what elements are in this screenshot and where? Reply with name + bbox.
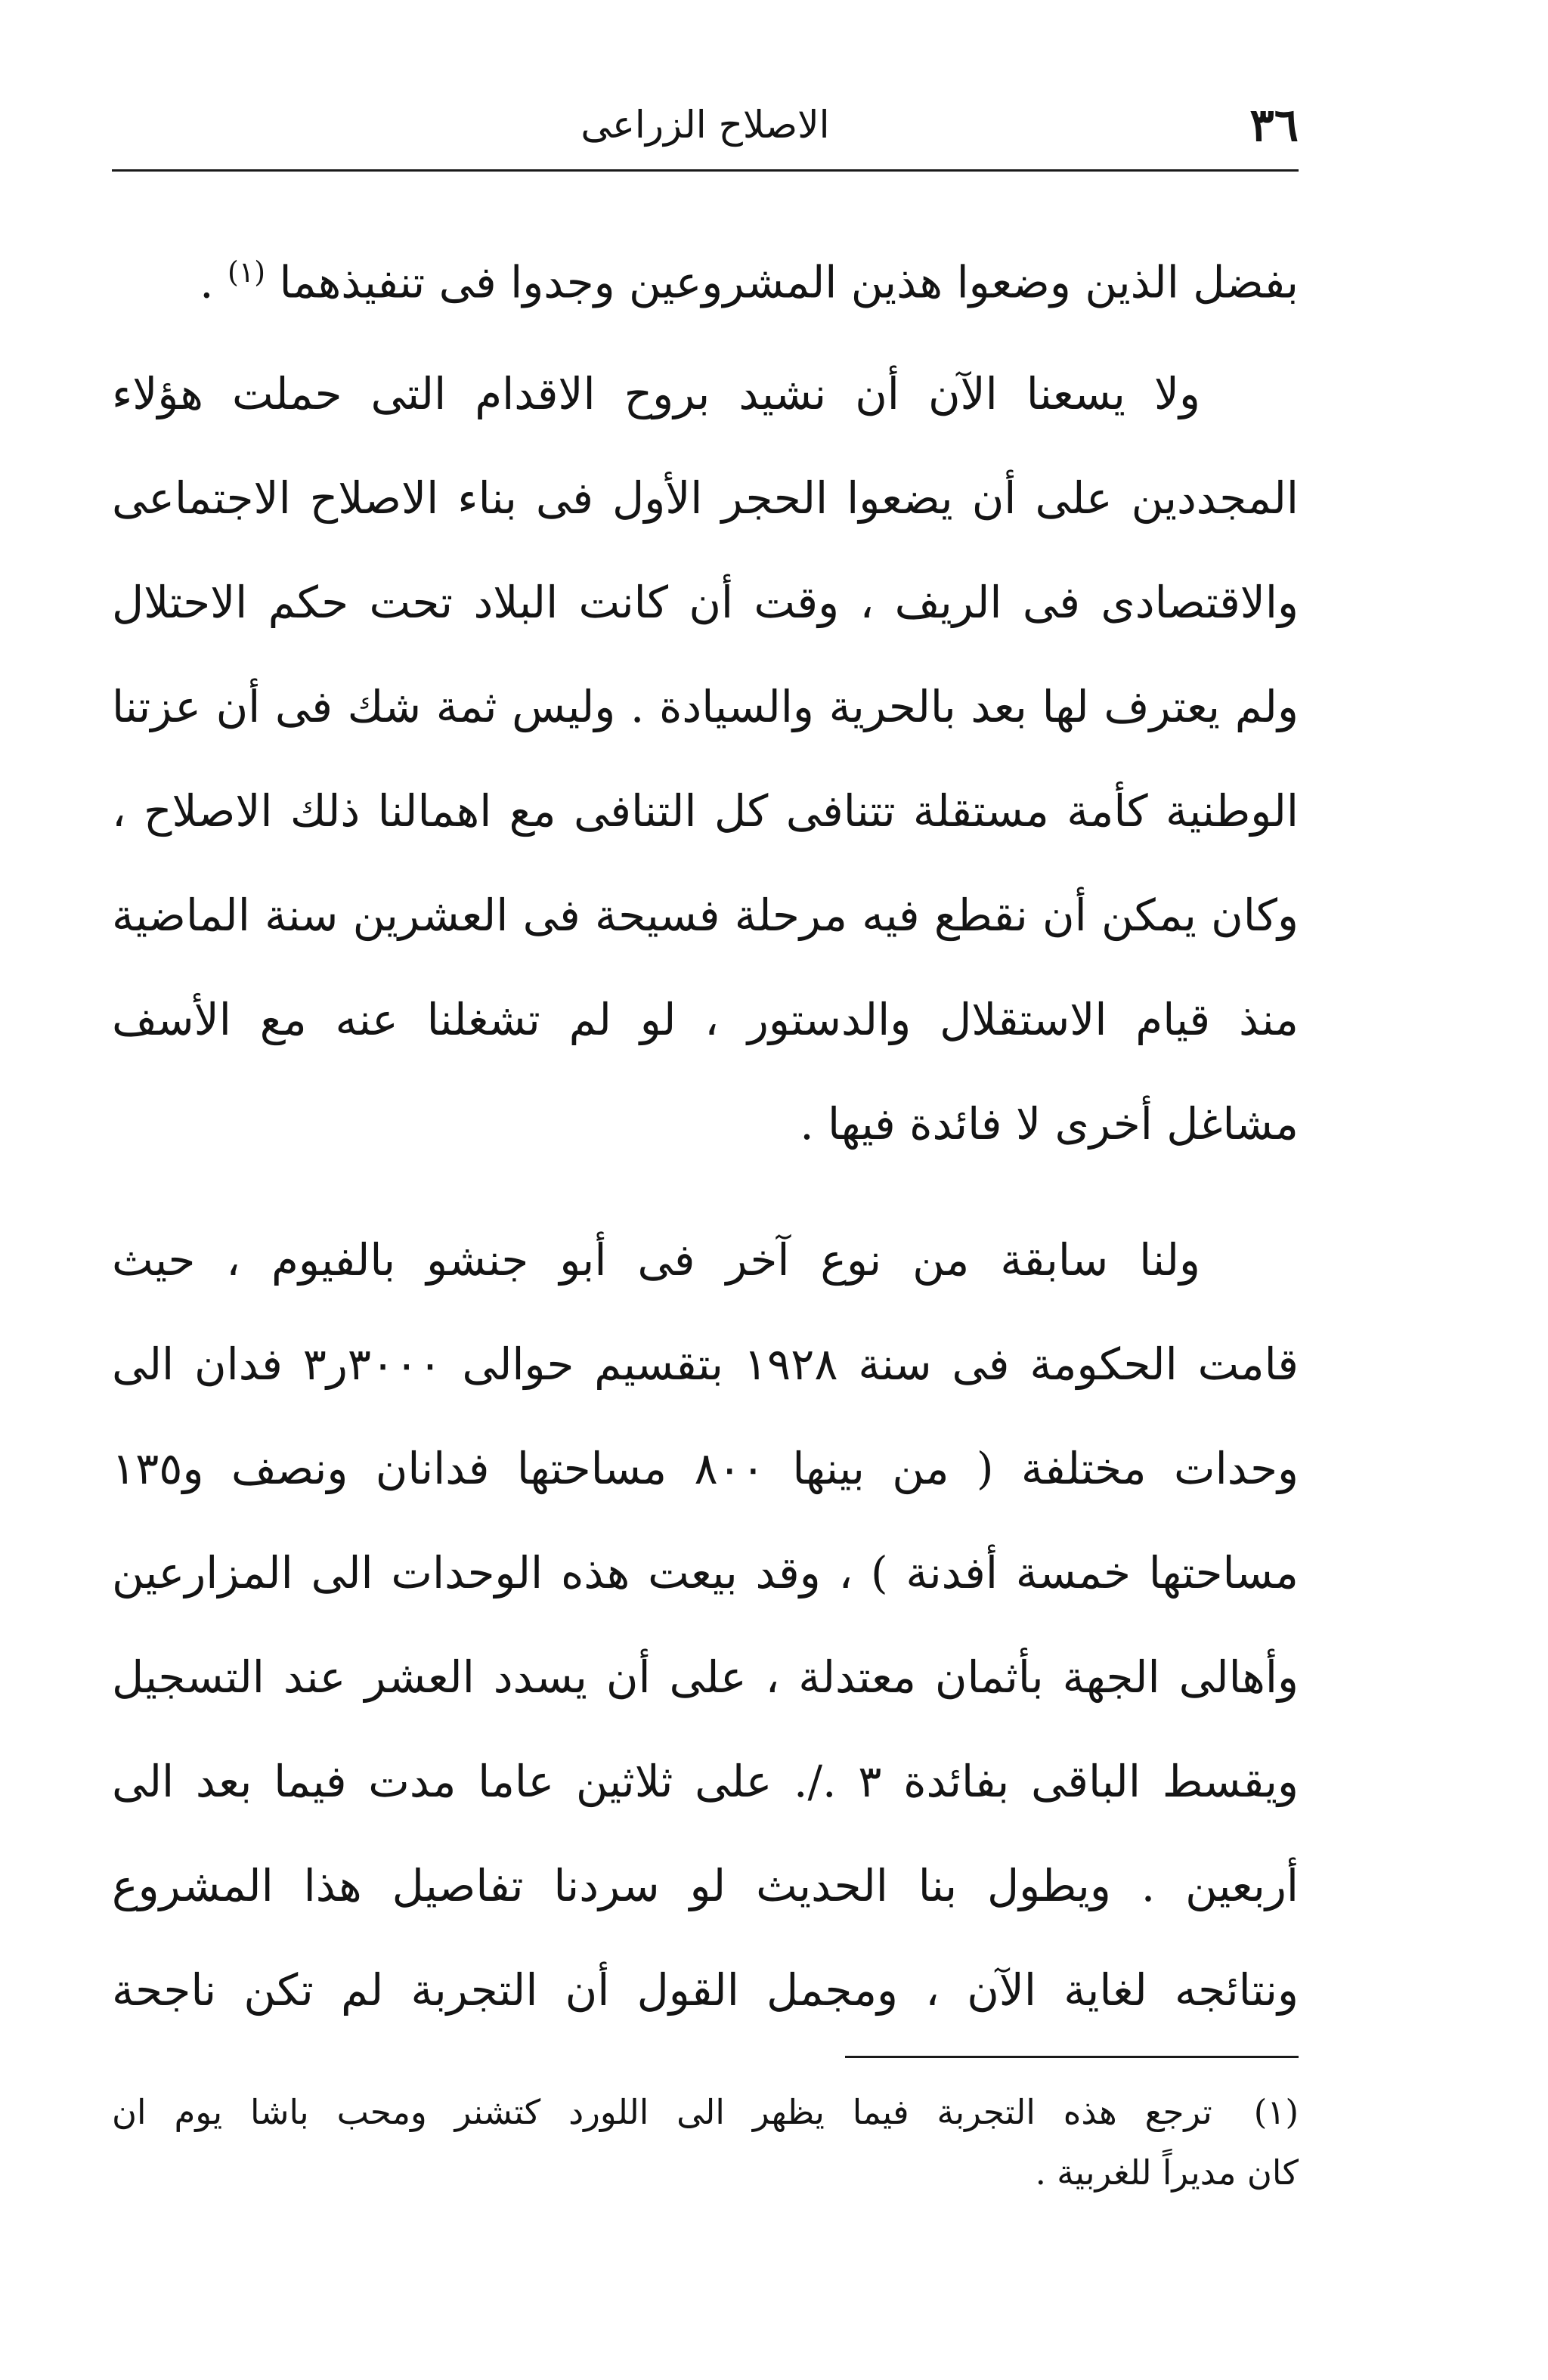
text-line: قامت الحكومة فى سنة ١٩٢٨ بتقسيم حوالى ٣٠٠٠ر٣ فدان الى: [112, 1339, 1299, 1390]
footnote-text: ترجع هذه التجربة فيما يظهر الى اللورد كتشنر ومحب باشا يوم ان: [112, 2092, 1212, 2132]
paragraph-3: [112, 1208, 1299, 2042]
text-line-tail: .: [200, 256, 214, 308]
text-line: مشاغل أخرى لا فائدة فيها .: [800, 1098, 1299, 1150]
text-line: منذ قيام الاستقلال والدستور ، لو لم تشغلنا عنه مع الأسف: [112, 994, 1299, 1045]
footnote-line: [112, 2082, 1299, 2143]
text-line: المجددين على أن يضعوا الحجر الأول فى بناء الاصلاح الاجتماعى: [112, 472, 1299, 524]
footnote-mark: (١): [1253, 2092, 1299, 2132]
footnote-rule: [845, 2056, 1299, 2058]
text-line: ولنا سابقة من نوع آخر فى أبو جنشو بالفيوم ، حيث: [112, 1234, 1200, 1286]
text-line: ولا يسعنا الآن أن نشيد بروح الاقدام التى حملت هؤلاء: [112, 368, 1200, 419]
text-line: ونتائجه لغاية الآن ، ومجمل القول أن التجربة لم تكن ناجحة: [112, 1964, 1299, 2016]
text-line: ولم يعترف لها بعد بالحرية والسيادة . وليس ثمة شك فى أن عزتنا: [112, 681, 1299, 732]
footnote-line: كان مديراً للغربية .: [1035, 2153, 1299, 2193]
page-header: [112, 89, 1299, 172]
header-rule: [112, 169, 1299, 172]
text-line: ويقسط الباقى بفائدة ٣ ./. على ثلاثين عاما مدت فيما بعد الى: [112, 1756, 1299, 1807]
text-line: [112, 219, 1299, 335]
text-line: الوطنية كأمة مستقلة تتنافى كل التنافى مع اهمالنا ذلك الاصلاح ،: [112, 785, 1299, 837]
page-number: ٣٦: [1249, 99, 1299, 152]
text-line: أربعين . ويطول بنا الحديث لو سردنا تفاصيل هذا المشروع: [112, 1860, 1299, 1911]
footnote-reference: (١): [228, 255, 266, 289]
paragraph-2: [112, 342, 1299, 1176]
footnote: [112, 2082, 1299, 2203]
text-line: وأهالى الجهة بأثمان معتدلة ، على أن يسدد العشر عند التسجيل: [112, 1651, 1299, 1703]
text-line: مساحتها خمسة أفدنة ) ، وقد بيعت هذه الوحدات الى المزارعين: [112, 1547, 1299, 1599]
text-line: وحدات مختلفة ( من بينها ٨٠٠ مساحتها فدانان ونصف و١٣٥: [112, 1443, 1299, 1494]
text-line: والاقتصادى فى الريف ، وقت أن كانت البلاد تحت حكم الاحتلال: [112, 577, 1299, 628]
paragraph-1: [112, 219, 1299, 335]
text-line-content: بفضل الذين وضعوا هذين المشروعين وجدوا فى تنفيذهما: [279, 256, 1299, 308]
text-line: وكان يمكن أن نقطع فيه مرحلة فسيحة فى العشرين سنة الماضية: [112, 890, 1299, 941]
running-title: الاصلاح الزراعى: [580, 103, 830, 147]
